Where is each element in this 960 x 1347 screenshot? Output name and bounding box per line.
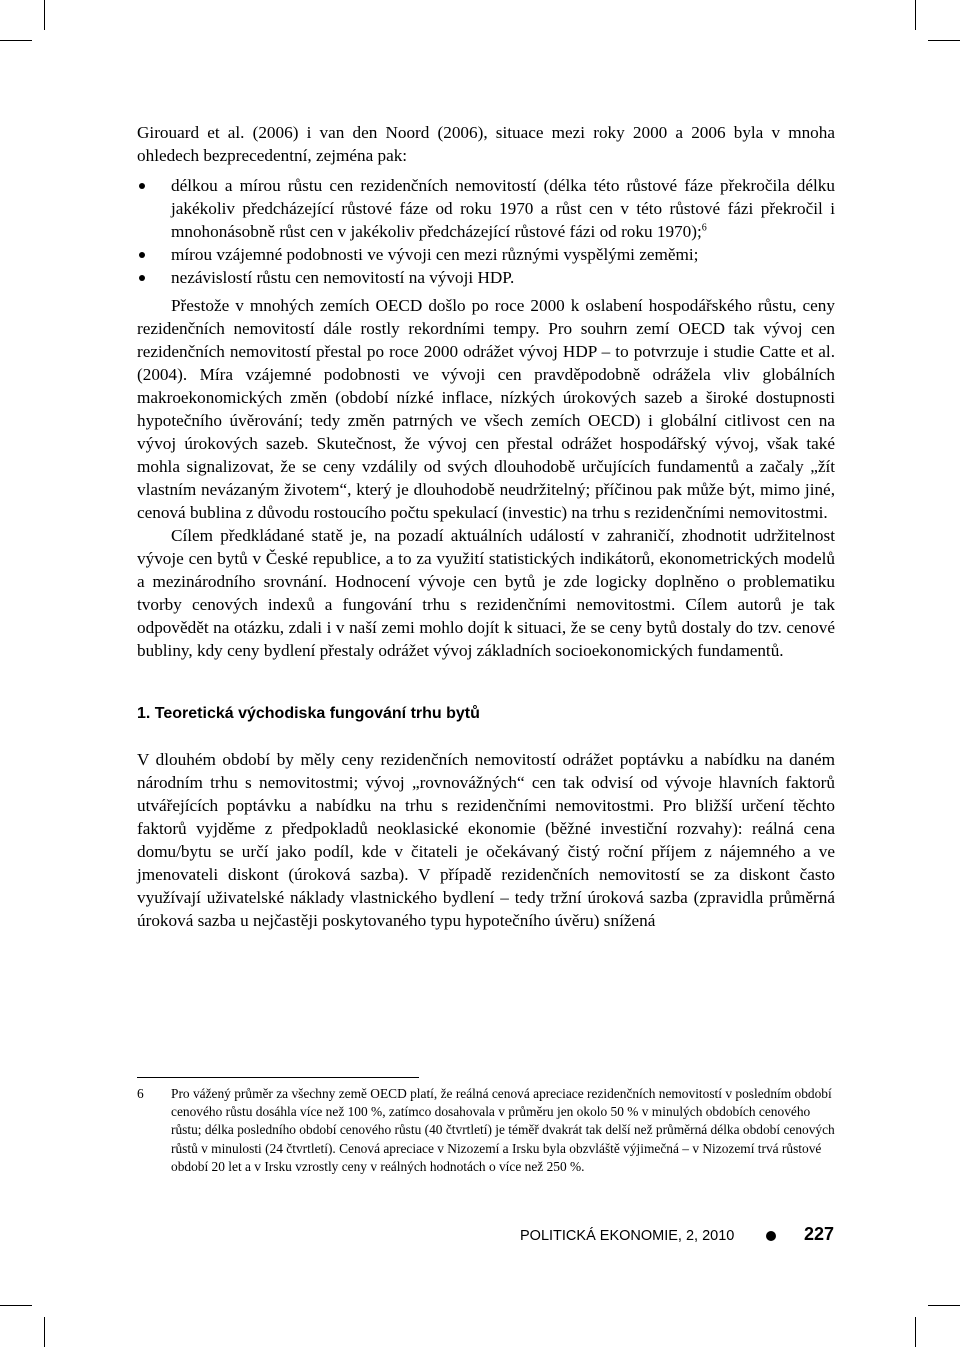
bullet-list <box>137 174 835 289</box>
crop-mark-bottom-right-v <box>915 1317 916 1347</box>
crop-mark-top-right-h <box>928 40 960 41</box>
bullet-icon <box>139 183 145 189</box>
crop-mark-bottom-left-v <box>44 1317 45 1347</box>
footnote-reference[interactable]: 6 <box>701 222 707 234</box>
crop-mark-top-left-h <box>0 40 32 41</box>
crop-mark-top-right-v <box>915 0 916 30</box>
bullet-item <box>137 243 835 266</box>
article-body <box>137 121 835 932</box>
bullet-item <box>137 174 835 243</box>
bullet-icon <box>139 275 145 281</box>
bullet-item <box>137 266 835 289</box>
bullet-text: mírou vzájemné podobnosti ve vývoji cen mezi různými vyspělými zeměmi; <box>171 245 699 264</box>
bullet-icon <box>139 252 145 258</box>
body-paragraph: V dlouhém období by měly ceny rezidenčních nemovitostí odrážet poptávku a nabídku na daném národním trhu s nemovitostmi; vývoj „rovnovážných“ cen tak odvisí od vývoje hlavních faktorů utvářejících poptávku a nabídku na trhu s rezidenčními nemovitostmi. Pro bližší určení těchto faktorů vyjděme z předpokladů neoklasické ekonomie (běžné investiční rozvahy): reálná cena domu/bytu se určí jako podíl, kde v čitateli je očekávaný čistý roční příjem z nájemného a ve jmenovateli diskont (úroková sazba). V případě rezidenčních nemovitostí se za diskont často využívají uživatelské náklady vlastnického bydlení – tedy tržní úroková sazba (zpravidla průměrná úroková sazba u nejčastěji poskytovaného typu hypotečního úvěru) snížená <box>137 750 835 930</box>
page-number: 227 <box>803 1224 834 1244</box>
footnote-number: 6 <box>137 1086 144 1101</box>
bullet-text: délkou a mírou růstu cen rezidenčních nemovitostí (délka této růstové fáze překročila délku jakékoliv předcházející růstové fáze od roku 1970 a růst cen v této růstové fázi překročil i mnohonásobně růst cen v jakékoliv předcházející růstové fázi od roku 1970); <box>171 176 835 241</box>
journal-name: POLITICKÁ EKONOMIE, 2, 2010 <box>520 1228 735 1244</box>
footnote <box>137 1085 837 1176</box>
intro-paragraph: Girouard et al. (2006) i van den Noord (2006), situace mezi roky 2000 a 2006 byla v mnoha ohledech bezprecedentní, zejména pak: <box>137 123 835 165</box>
bullet-text: nezávislostí růstu cen nemovitostí na vývoji HDP. <box>171 268 515 287</box>
footnote-divider <box>137 1077 419 1078</box>
body-paragraph: Přestože v mnohých zemích OECD došlo po roce 2000 k oslabení hospodářského růstu, ceny rezidenčních nemovitostí dále rostly rekordními tempy. Pro souhrn zemí OECD tak vývoj cen rezidenčních nemovitostí přestal po roce 2000 odrážet vývoj HDP – to potvrzuje i studie Catte et al. (2004). Míra vzájemné podobnosti ve vývoji cen pravděpodobně odrážela vliv globálních makroekonomických změn (období nízké inflace, nízkých úrokových sazeb a široké dostupnosti hypotečního úvěrování; tedy změn patrných ve všech zemích OECD) i globální citlivost cen na vývoj úrokových sazeb. Skutečnost, že vývoj cen přestal odrážet hospodářský vývoj, však také mohla signalizovat, že se ceny vzdálily od svých dlouhodobě určujících fundamentů a začaly „žít vlastním nevázaným životem“, který je dlouhodobě neudržitelný; příčinou pak může být, mimo jiné, cenová bublina z důvodu rostoucího počtu spekulací (investic) na trhu s rezidenčními nemovitostmi. <box>137 296 835 522</box>
crop-mark-top-left-v <box>44 0 45 30</box>
footnote-text: Pro vážený průměr za všechny země OECD platí, že reálná cenová apreciace rezidenčních nemovitostí v posledním období cenového růstu dosáhla více než 100 %, zatímco dosahovala v průměru jen okolo 50 % v minulých obdobích cenového růstu; délka posledního období cenového růstu (40 čtvrtletí) je téměř dvakrát tak delší než průměrná délka období cenových růstů v minulosti (24 čtvrtletí). Cenová apreciace v Nizozemí a Irsku byla obzvláště výjimečná – v Nizozemí trvá růstové období 20 let a v Irsku vzrostly ceny v reálných hodnotách o více než 250 %. <box>171 1086 835 1174</box>
bullet-separator-icon <box>766 1231 776 1241</box>
section-heading: 1. Teoretická východiska fungování trhu bytů <box>137 705 480 722</box>
body-paragraph: Cílem předkládané statě je, na pozadí aktuálních událostí v zahraničí, zhodnotit udržitelnost vývoje cen bytů v České republice, a to za využití statistických indikátorů, ekonometrických modelů a mezinárodního srovnání. Hodnocení vývoje cen bytů je zde logicky doplněno o problematiku tvorby cenových indexů a fungování trhu s rezidenčními nemovitostmi. Cílem autorů je tak odpovědět na otázku, zdali i v naší zemi mohlo dojít k situaci, že se ceny bytů dostaly do tzv. cenové bubliny, kdy ceny bydlení přestaly odrážet vývoj základních socioekonomických fundamentů. <box>137 526 835 660</box>
running-footer <box>520 1224 834 1248</box>
crop-mark-bottom-left-h <box>0 1305 32 1306</box>
crop-mark-bottom-right-h <box>928 1305 960 1306</box>
